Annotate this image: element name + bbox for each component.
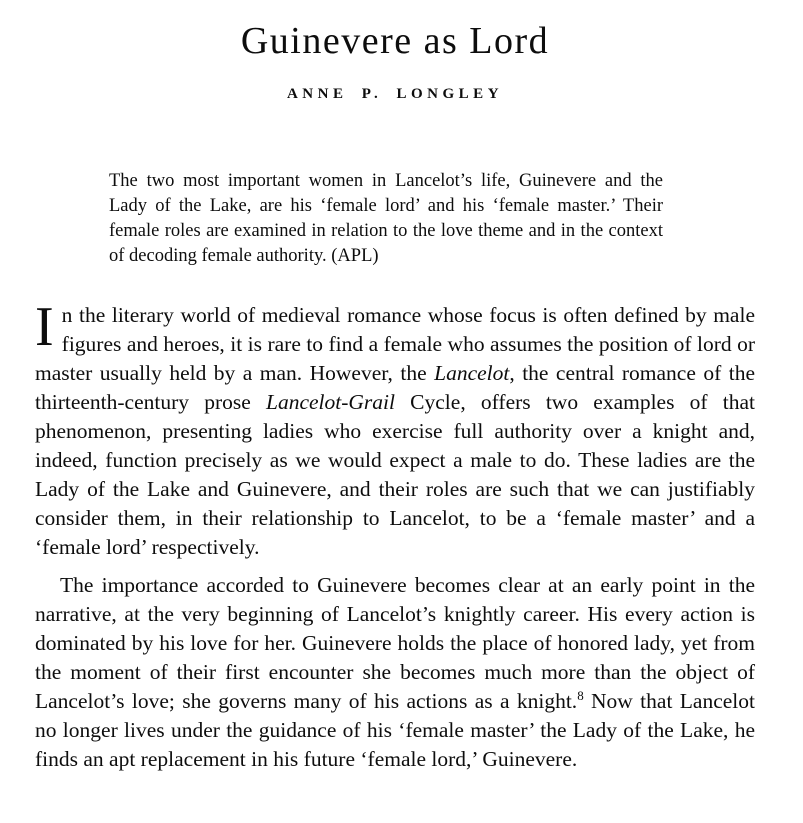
text-segment: Cycle, offers two examples of that phenomenon, presenting ladies who exercise full authority over a knight and, indeed, function precisely as we would expect a male to do. These ladies are the Lady of the Lake and Guinevere, and their roles are such that we can justifiably consider them, in their relationship to Lancelot, to be a ‘female master’ and a ‘female lord’ respectively. <box>35 389 755 559</box>
text-segment: Lancelot-Grail <box>265 389 395 414</box>
text-segment: , the central romance of the thirteenth-century prose <box>35 360 755 414</box>
paragraph <box>35 295 755 562</box>
text-segment: The importance accorded to Guinevere becomes clear at an early point in the narrative, at the very beginning of Lancelot’s knightly career. His every action is dominated by his love for her. Guinevere holds the place of honored lady, yet from the moment of their first encounter she becomes much more than the object of Lancelot’s love; she governs many of his actions as a knight. <box>35 572 755 713</box>
article-author: ANNE P. LONGLEY <box>286 85 504 102</box>
text-segment: Now that Lancelot no longer lives under the guidance of his ‘female master’ the Lady of the Lake, he finds an apt replacement in his future ‘female lord,’ Guinevere. <box>35 688 755 771</box>
article-body <box>35 295 755 774</box>
drop-cap: I <box>35 295 54 358</box>
text-segment: Lancelot <box>434 360 510 385</box>
text-segment: n the literary world of medieval romance whose focus is often defined by male figures and heroes, it is rare to find a female who assumes the position of lord or master usually held by a man. However, the <box>35 302 755 385</box>
paragraph <box>35 571 755 774</box>
abstract-text: The two most important women in Lancelot’s life, Guinevere and the Lady of the Lake, are his ‘female lord’ and his ‘female master.’ Their female roles are examined in relation to the love theme and in the context of decoding female authority. (APL) <box>109 170 663 266</box>
footnote-ref: 8 <box>577 687 584 703</box>
page-title: Guinevere as Lord <box>240 20 550 62</box>
